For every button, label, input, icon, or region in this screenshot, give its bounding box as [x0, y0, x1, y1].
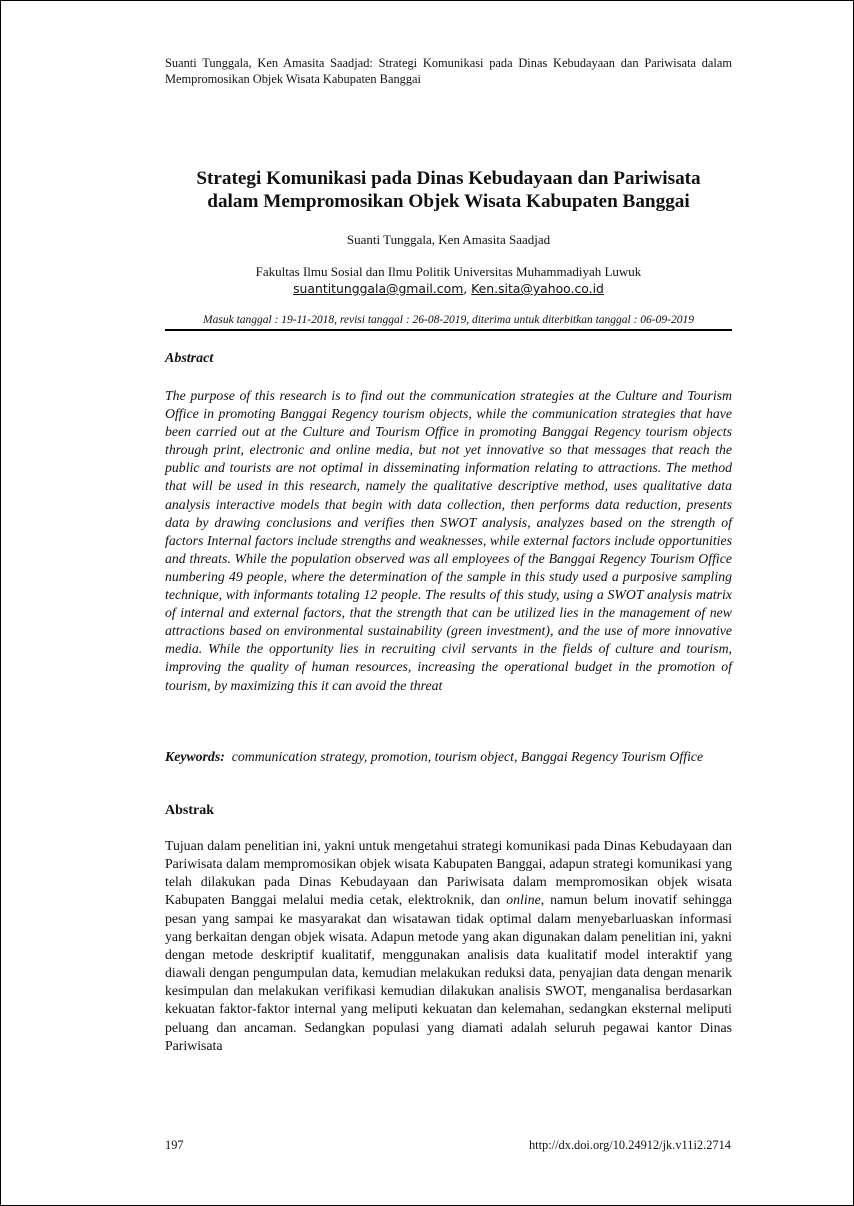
keywords-text: communication strategy, promotion, tourism object, Banggai Regency Tourism Office [231, 749, 704, 764]
author-list: Suanti Tunggala, Ken Amasita Saadjad [346, 232, 551, 247]
submission-dates: Masuk tanggal : 19-11-2018, revisi tanggal : 26-08-2019, diterima untuk diterbitkan tanggal : 06-09-2019 [165, 313, 732, 331]
article-title [165, 167, 732, 213]
email-link-1[interactable]: suantitunggala@gmail.com [293, 281, 464, 296]
abstract-body: The purpose of this research is to find out the communication strategies at the Culture and Tourism Office in promoting Banggai Regency tourism objects, while the communication strategies that have been carried out at the Culture and Tourism Office in promoting Banggai Regency tourism objects through print, electronic and online media, but not yet innovative so that messages that reach the public and tourists are not optimal in disseminating information relating to attractions. The method that will be used in this research, namely the qualitative descriptive method, uses qualitative data analysis interactive models that begin with data collection, then performs data reduction, presents data by drawing conclusions and verifies then SWOT analysis, analyzes based on the strength of factors Internal factors include strengths and weaknesses, while external factors include opportunities and threats. While the population observed was all employees of the Banggai Regency Tourism Office numbering 49 people, where the determination of the sample in this study used a purposive sampling technique, with informants totaling 12 people. The results of this study, using a SWOT analysis matrix of internal and external factors, that the strength that can be utilized lies in the management of new attractions based on environmental sustainability (green investment), and the use of more innovative media. While the opportunity lies in recruiting civil servants in the fields of culture and tourism, improving the quality of human resources, increasing the operational budget in the promotion of tourism, by maximizing this it can avoid the threat [165, 388, 732, 693]
keywords-label: Keywords: [165, 749, 225, 764]
abstract-heading: Abstract [165, 351, 214, 366]
title-line-2: dalam Mempromosikan Objek Wisata Kabupaten Banggai [207, 191, 690, 212]
abstrak-text-1: Tujuan dalam penelitian ini, yakni untuk mengetahui strategi komunikasi pada Dinas Kebudayaan dan Pariwisata dalam mempromosikan objek wisata Kabupaten Banggai, adapun strategi komunikasi yang telah dilakukan pada Dinas Kebudayaan dan Pariwisata dalam mempromosikan objek wisata Kabupaten Banggai melalui media cetak, elektroknik, dan [165, 838, 732, 908]
keywords [165, 748, 802, 766]
affiliation: Fakultas Ilmu Sosial dan Ilmu Politik Universitas Muhammadiyah Luwuk [255, 264, 642, 279]
abstrak-heading: Abstrak [165, 803, 215, 818]
doi-link[interactable]: http://dx.doi.org/10.24912/jk.v11i2.2714 [528, 1138, 731, 1152]
title-line-1: Strategi Komunikasi pada Dinas Kebudayaan dan Pariwisata [196, 168, 701, 189]
email-link-2[interactable]: Ken.sita@yahoo.co.id [471, 281, 604, 296]
email-separator: , [463, 281, 472, 296]
abstrak-text-2: , namun belum inovatif sehingga pesan yang sampai ke masyarakat dan wisatawan tidak optimal dalam menyebarluaskan informasi yang berkaitan dengan objek wisata. Adapun metode yang akan digunakan dalam penelitian ini, yakni dengan metode deskriptif kualitatif, menggunakan analisis data kualitatif model interaktif yang diawali dengan pengumpulan data, kemudian melakukan reduksi data, penyajian data dengan menarik kesimpulan dan melakukan verifikasi kemudian dilakukan analisis SWOT, menganalisa berdasarkan kekuatan faktor-faktor internal yang meliputi kekuatan dan kelemahan, sedangkan eksternal meliputi peluang dan ancaman. Sedangkan populasi yang diamati adalah seluruh pegawai kantor Dinas Pariwisata [165, 892, 732, 1053]
running-header: Suanti Tunggala, Ken Amasita Saadjad: Strategi Komunikasi pada Dinas Kebudayaan dan Pariwisata dalam Mempromosikan Objek Wisata Kabupaten Banggai [165, 56, 732, 86]
author-emails [165, 281, 732, 297]
abstrak-body [165, 837, 732, 1055]
abstrak-italic-term: online [506, 892, 541, 908]
page-number: 197 [165, 1138, 184, 1152]
